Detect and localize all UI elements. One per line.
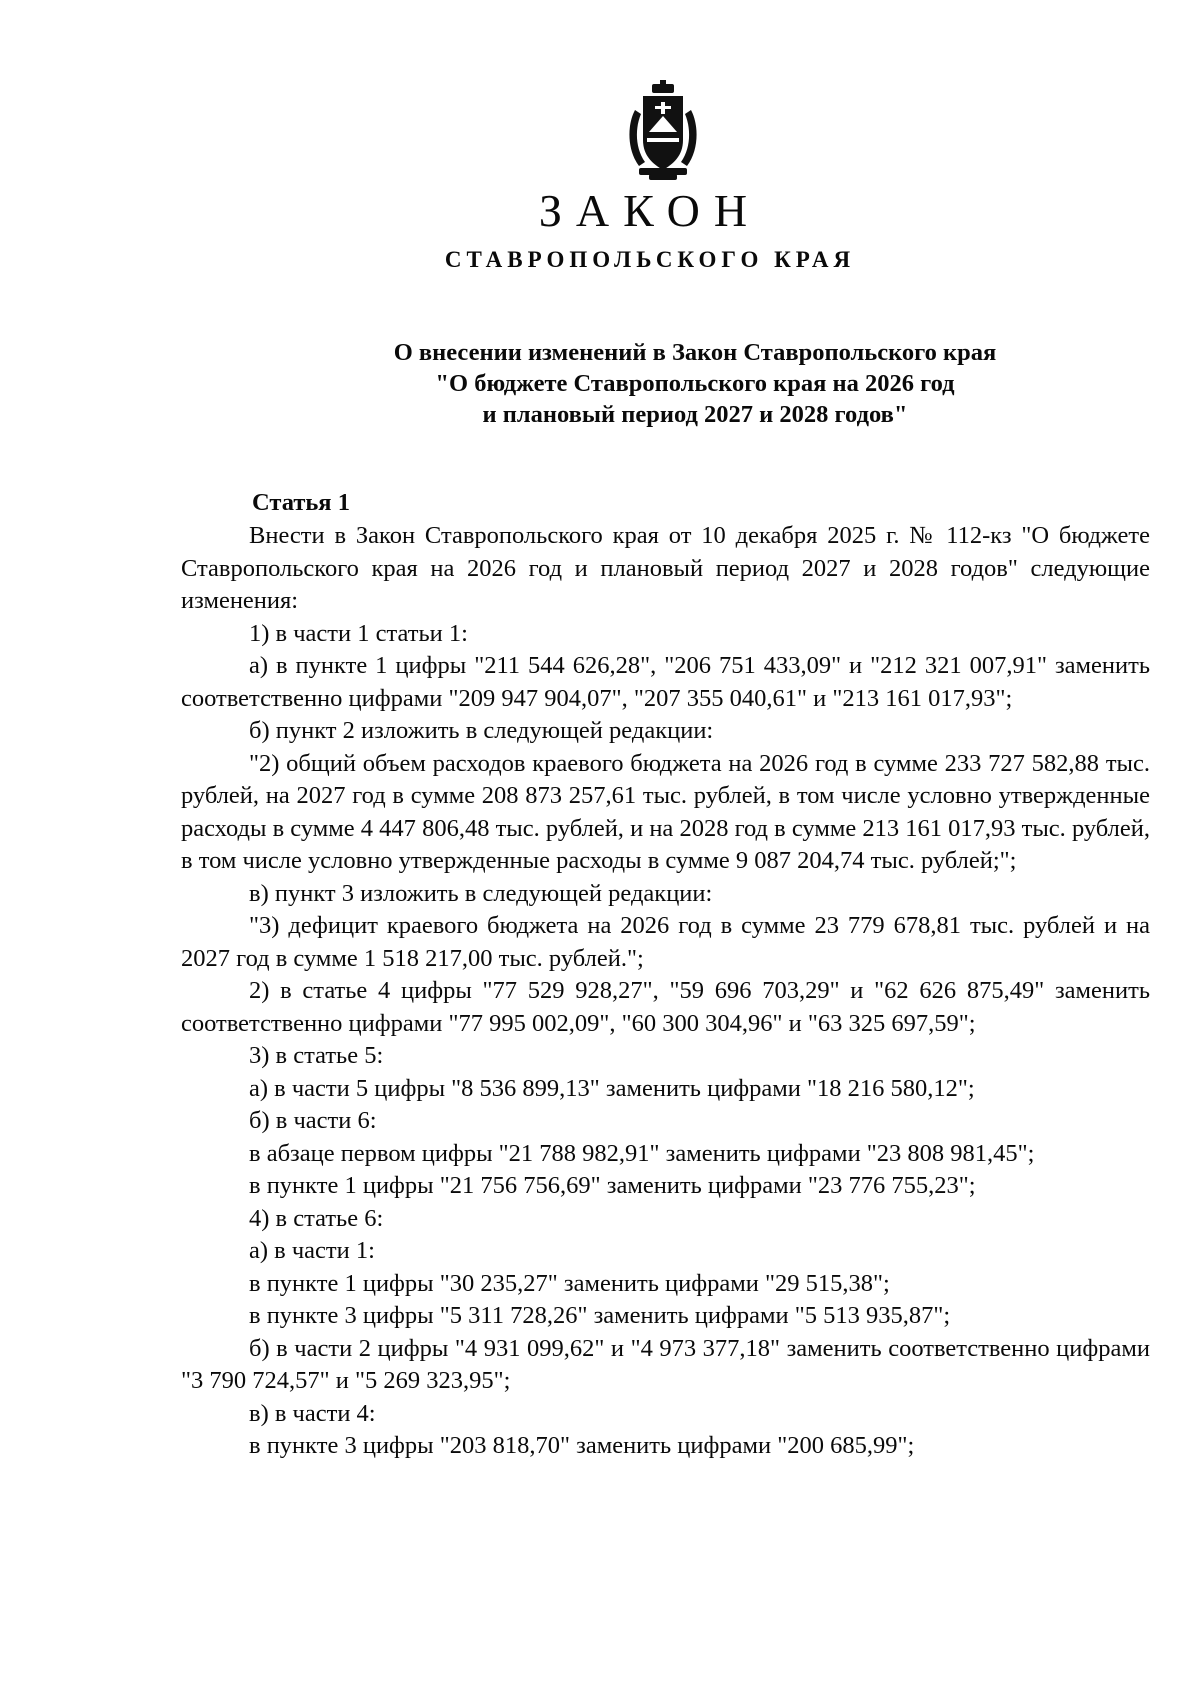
heading-line: "О бюджете Ставропольского края на 2026 год <box>435 370 955 397</box>
paragraph: "3) дефицит краевого бюджета на 2026 год в сумме 23 779 678,81 тыс. рублей и на 2027 год в сумме 1 518 217,00 тыс. рублей."; <box>181 912 1150 972</box>
paragraph: Внести в Закон Ставропольского края от 10 декабря 2025 г. № 112-кз "О бюджете Ставропольского края на 2026 год и плановый период 2027 и 2028 годов" следующие изменения: <box>181 522 1150 614</box>
law-heading <box>245 337 1145 430</box>
paragraph: в пункте 1 цифры "21 756 756,69" заменить цифрами "23 776 755,23"; <box>249 1172 976 1199</box>
document-subtitle: СТАВРОПОЛЬСКОГО КРАЯ <box>444 247 856 272</box>
heading-line: и плановый период 2027 и 2028 годов" <box>482 401 908 428</box>
paragraph: а) в пункте 1 цифры "211 544 626,28", "206 751 433,09" и "212 321 007,91" заменить соответственно цифрами "209 947 904,07", "207 355 040,61" и "213 161 017,93"; <box>181 652 1150 712</box>
paragraph: а) в части 1: <box>249 1237 375 1264</box>
paragraph: а) в части 5 цифры "8 536 899,13" заменить цифрами "18 216 580,12"; <box>249 1074 975 1102</box>
document-title: ЗАКОН <box>538 185 762 236</box>
heading-line: О внесении изменений в Закон Ставропольского края <box>393 339 997 366</box>
paragraph: в пункте 3 цифры "203 818,70" заменить цифрами "200 685,99"; <box>249 1432 915 1459</box>
paragraph: б) пункт 2 изложить в следующей редакции: <box>249 717 714 744</box>
paragraph: б) в части 2 цифры "4 931 099,62" и "4 973 377,18" заменить соответственно цифрами "3 790 724,57" и "5 269 323,95"; <box>181 1334 1150 1394</box>
paragraph: 2) в статье 4 цифры "77 529 928,27", "59 696 703,29" и "62 626 875,49" заменить соответственно цифрами "77 995 002,09", "60 300 304,96" и "63 325 697,59"; <box>181 977 1150 1037</box>
article-title: Статья 1 <box>252 489 350 516</box>
paragraph: б) в части 6: <box>249 1107 377 1134</box>
paragraph: 4) в статье 6: <box>249 1204 384 1232</box>
paragraph: 1) в части 1 статьи 1: <box>249 619 468 647</box>
paragraph: в абзаце первом цифры "21 788 982,91" заменить цифрами "23 808 981,45"; <box>249 1139 1035 1167</box>
paragraph: в пункте 1 цифры "30 235,27" заменить цифрами "29 515,38"; <box>249 1269 890 1297</box>
article-body <box>181 520 1150 1463</box>
paragraph: в пункте 3 цифры "5 311 728,26" заменить цифрами "5 513 935,87"; <box>249 1302 951 1329</box>
paragraph: 3) в статье 5: <box>249 1042 384 1069</box>
paragraph: в) в части 4: <box>249 1399 376 1427</box>
paragraph: "2) общий объем расходов краевого бюджета на 2026 год в сумме 233 727 582,88 тыс. рублей, на 2027 год в сумме 208 873 257,61 тыс. рублей, в том числе условно утвержденные расходы в сумме 4 447 806,48 тыс. рублей, и на 2028 год в сумме 213 161 017,93 тыс. рублей, в том числе условно утвержденные расходы в сумме 9 087 204,74 тыс. рублей;"; <box>181 749 1150 874</box>
coat-of-arms-icon <box>625 80 701 180</box>
paragraph: в) пункт 3 изложить в следующей редакции: <box>249 879 713 907</box>
